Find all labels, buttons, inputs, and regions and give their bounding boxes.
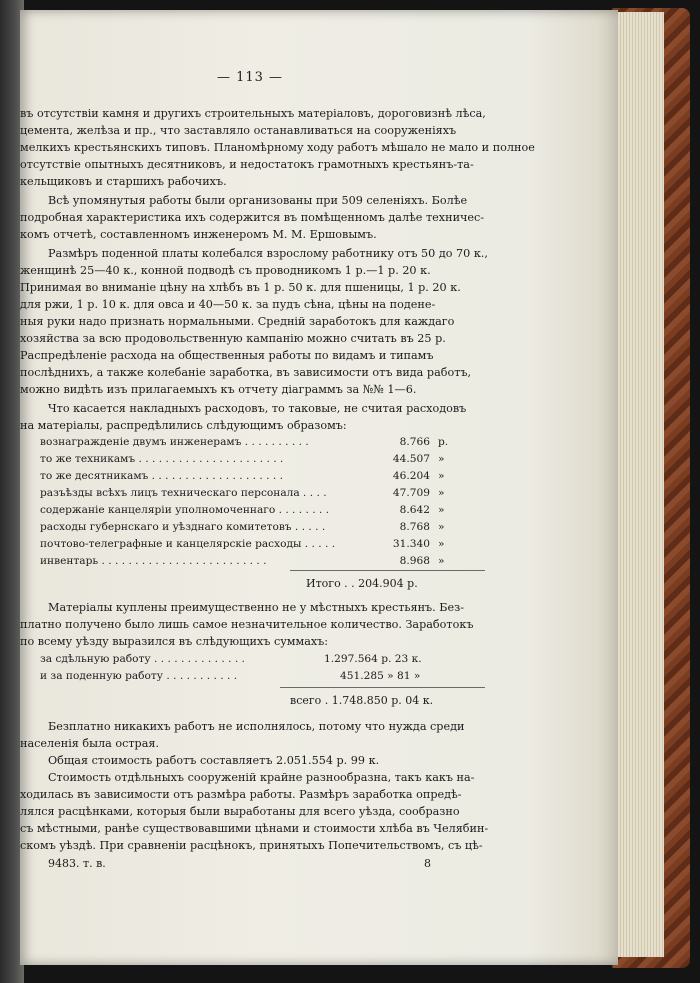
earnings-total: всего . 1.748.850 р. 04 к.	[290, 694, 434, 707]
expense-label: инвентарь . . . . . . . . . . . . . . . . . . . . . . . . .	[40, 555, 267, 567]
text-line: на матеріалы, распредѣлились слѣдующимъ образомъ:	[20, 419, 347, 432]
expenses-total: Итого . . 204.904 р.	[306, 577, 418, 590]
expense-amount: 8.766	[399, 436, 430, 448]
text-line: населенія была острая.	[20, 737, 159, 750]
total-rule	[280, 687, 485, 688]
expense-row	[40, 554, 267, 570]
expense-row	[40, 537, 335, 553]
expense-row	[40, 486, 327, 502]
expense-amount: 8.768	[399, 521, 430, 533]
text-line: мелкихъ крестьянскихъ типовъ. Планомѣрному ходу работъ мѣшало не мало и полное	[20, 141, 535, 154]
earnings-label: и за поденную работу . . . . . . . . . . .	[40, 670, 238, 682]
footer-sheet-number: 8	[424, 857, 431, 870]
text-line: подробная характеристика ихъ содержится въ помѣщенномъ далѣе техничес-	[20, 211, 485, 224]
text-line: Что касается накладныхъ расходовъ, то таковые, не считая расходовъ	[48, 402, 467, 415]
expense-unit: »	[438, 453, 445, 465]
text-line: для ржи, 1 р. 10 к. для овса и 40—50 к. за пудъ сѣна, цѣны на подене-	[20, 298, 436, 311]
text-line: лялся расцѣнками, которыя были выработаны для всего уѣзда, сообразно	[20, 805, 460, 818]
total-rule	[290, 570, 485, 571]
footer-signature: 9483. т. в.	[48, 857, 106, 870]
text-line: Общая стоимость работъ составляетъ 2.051.554 р. 99 к.	[48, 754, 380, 767]
expense-label: то же техникамъ . . . . . . . . . . . . . . . . . . . . . .	[40, 453, 284, 465]
expense-unit: »	[438, 487, 445, 499]
text-line: можно видѣть изъ прилагаемыхъ къ отчету діаграммъ за №№ 1—6.	[20, 383, 417, 396]
expense-label: вознагражденіе двумъ инженерамъ . . . . . . . . . .	[40, 436, 309, 448]
expense-amount: 47.709	[392, 487, 430, 499]
text-line: отсутствіе опытныхъ десятниковъ, и недостатокъ грамотныхъ крестьянъ-та-	[20, 158, 474, 171]
page-edges	[612, 12, 664, 957]
expense-label: почтово-телеграфные и канцелярскіе расходы . . . . .	[40, 538, 336, 550]
text-line: Распредѣленіе расхода на общественныя работы по видамъ и типамъ	[20, 349, 434, 362]
expense-row	[40, 503, 329, 519]
expense-unit: р.	[438, 436, 449, 448]
page-content	[20, 10, 618, 965]
text-line: платно получено было лишь самое незначительное количество. Заработокъ	[20, 618, 474, 631]
earnings-amount: 1.297.564 р. 23 к.	[324, 653, 422, 665]
text-line: ходилась въ зависимости отъ размѣра работы. Размѣръ заработка опредѣ-	[20, 788, 462, 801]
text-line: по всему уѣзду выразился въ слѣдующихъ суммахъ:	[20, 635, 329, 648]
expense-label: разъѣзды всѣхъ лицъ техническаго персонала . . . .	[40, 487, 327, 499]
text-line: Стоимость отдѣльныхъ сооруженій крайне разнообразна, такъ какъ на-	[48, 771, 475, 784]
expense-row	[40, 469, 283, 485]
expense-unit: »	[438, 538, 445, 550]
expense-row	[40, 435, 309, 451]
expense-label: содержаніе канцеляріи уполномоченнаго . . . . . . . .	[40, 504, 330, 516]
text-line: кельщиковъ и старшихъ рабочихъ.	[20, 175, 227, 188]
text-line: Размѣръ поденной платы колебался взрослому работнику отъ 50 до 70 к.,	[48, 247, 488, 260]
text-line: въ отсутствіи камня и другихъ строительныхъ матеріаловъ, дороговизнѣ лѣса,	[20, 107, 486, 120]
expense-amount: 46.204	[392, 470, 430, 482]
text-line: съ мѣстными, ранѣе существовавшими цѣнами и стоимости хлѣба въ Челябин-	[20, 822, 489, 835]
text-line: Безплатно никакихъ работъ не исполнялось, потому что нужда среди	[48, 720, 465, 733]
text-line: Матеріалы куплены преимущественно не у мѣстныхъ крестьянъ. Без-	[48, 601, 464, 614]
text-line: женщинѣ 25—40 к., конной подводѣ съ проводникомъ 1 р.—1 р. 20 к.	[20, 264, 431, 277]
text-line: хозяйства за всю продовольственную кампанію можно считать въ 25 р.	[20, 332, 446, 345]
expense-amount: 8.642	[399, 504, 430, 516]
text-line: Принимая во вниманіе цѣну на хлѣбъ въ 1 р. 50 к. для пшеницы, 1 р. 20 к.	[20, 281, 461, 294]
expense-amount: 31.340	[392, 538, 430, 550]
text-line: послѣднихъ, а также колебаніе заработка, въ зависимости отъ вида работъ,	[20, 366, 472, 379]
expense-amount: 8.968	[399, 555, 430, 567]
text-line: Всѣ упомянутыя работы были организованы при 509 селеніяхъ. Болѣе	[48, 194, 468, 207]
expense-label: то же десятникамъ . . . . . . . . . . . . . . . . . . . .	[40, 470, 283, 482]
expense-row	[40, 520, 325, 536]
expense-amount: 44.507	[392, 453, 430, 465]
text-line: комъ отчетѣ, составленномъ инженеромъ М. М. Ершовымъ.	[20, 228, 377, 241]
expense-unit: »	[438, 470, 445, 482]
expense-row	[40, 452, 283, 468]
text-line: скомъ уѣздѣ. При сравненіи расцѣнокъ, принятыхъ Попечительствомъ, съ цѣ-	[20, 839, 483, 852]
book-page	[20, 10, 618, 965]
expense-label: расходы губернскаго и уѣзднаго комитетовъ . . . . .	[40, 521, 326, 533]
expense-unit: »	[438, 521, 445, 533]
expense-unit: »	[438, 504, 445, 516]
text-line: ныя руки надо признать нормальными. Средній заработокъ для каждаго	[20, 315, 455, 328]
text-line: цемента, желѣза и пр., что заставляло останавливаться на сооруженіяхъ	[20, 124, 457, 137]
page-number: — 113 —	[216, 70, 284, 85]
earnings-label: за сдѣльную работу . . . . . . . . . . . . . .	[40, 653, 245, 665]
earnings-amount: 451.285 » 81 »	[340, 670, 421, 682]
expense-unit: »	[438, 555, 445, 567]
